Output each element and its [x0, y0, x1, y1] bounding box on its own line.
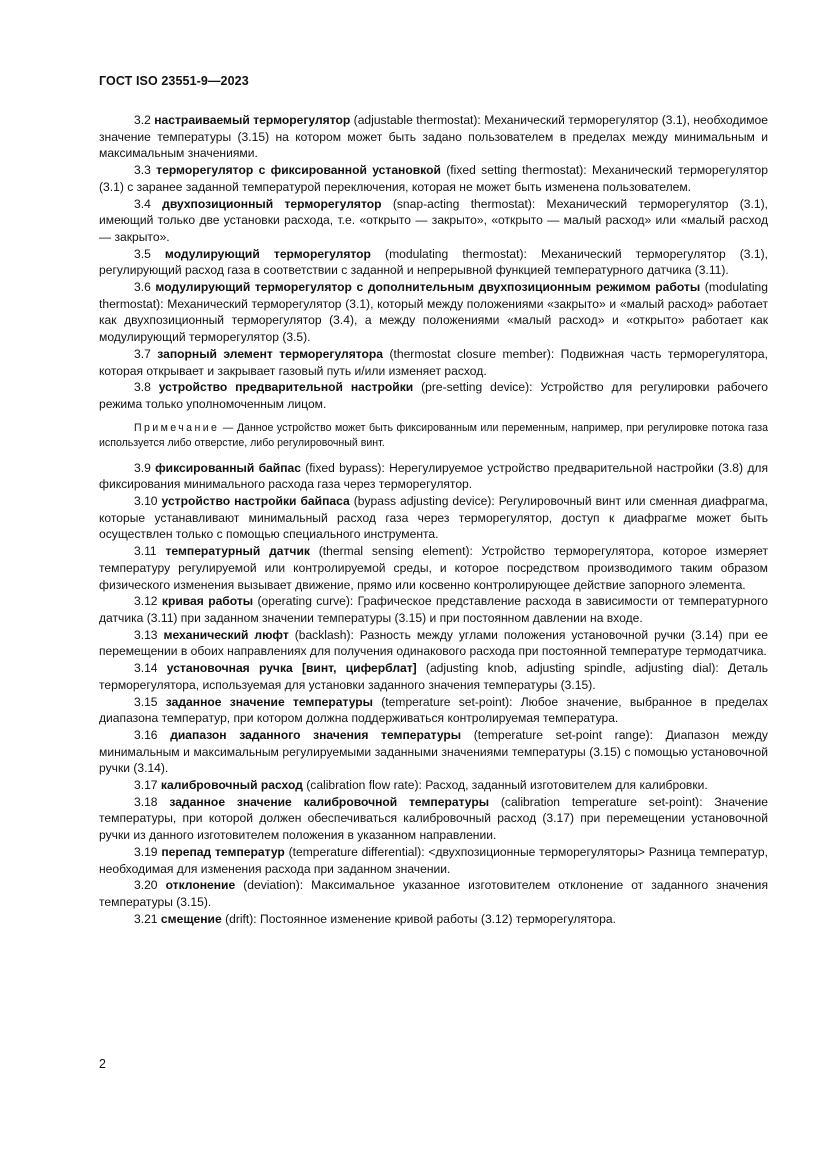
definition-entry — [99, 196, 768, 246]
definition-entry — [99, 246, 768, 279]
entry-term: отклонение — [165, 878, 236, 893]
entry-definition: (deviation): Максимальное указанное изготовителем отклонение от заданного значения температуры (3.15). — [99, 878, 768, 909]
entry-term: калибровочный расход — [160, 778, 303, 793]
entry-term: заданное значение температуры — [165, 694, 374, 709]
entry-number: 3.5 — [134, 246, 151, 261]
entry-term: температурный датчик — [165, 544, 310, 559]
entry-definition: (backlash): Разность между углами положения установочной ручки (3.14) при ее перемещении в обоих направлениях для получения одинакового расхода при постоянной температуре термодатчика. — [99, 627, 768, 659]
entry-number: 3.20 — [134, 878, 158, 893]
definition-entry — [99, 694, 768, 727]
entry-term: настраиваемый терморегулятор — [154, 113, 351, 127]
entry-term: устройство предварительной настройки — [158, 380, 414, 395]
entry-term: фиксированный байпас — [155, 460, 301, 475]
entry-definition: (modulating thermostat): Механический терморегулятор (3.1), который между положениями «закрыто» и «малый расход» работает как двухпозиционный терморегулятор (3.4), а между положениями «малый расход» и «открыто» работает как модулирующий терморегулятор (3.5). — [99, 280, 768, 345]
definition-entry — [99, 877, 768, 910]
definition-entry — [99, 543, 768, 593]
entry-term: установочная ручка [винт, циферблат] — [166, 661, 417, 676]
document-body — [99, 112, 768, 927]
entry-number: 3.3 — [134, 163, 151, 178]
entry-term: устройство настройки байпаса — [161, 494, 350, 509]
entry-term: модулирующий терморегулятор с дополнительным двухпозиционным режимом работы — [155, 280, 701, 295]
entry-number: 3.10 — [134, 494, 158, 509]
note-paragraph — [99, 421, 768, 452]
entry-definition: (adjustable thermostat): Механический терморегулятор (3.1), необходимое значение температуры (3.15) на котором может быть задано пользователем в пределах между минимальным и максимальным значениями. — [99, 113, 768, 161]
entry-number: 3.2 — [134, 113, 151, 127]
entry-definition: (operating curve): Графическое представление расхода в зависимости от температурного датчика (3.11) при заданном значении температуры (3.15) и при постоянном давлении на входе. — [99, 594, 768, 625]
entry-number: 3.17 — [134, 778, 158, 793]
definition-entry — [99, 627, 768, 660]
entry-term: механический люфт — [163, 627, 289, 642]
entry-number: 3.11 — [134, 544, 157, 559]
entry-definition: (bypass adjusting device): Регулировочный винт или сменная диафрагма, которые устанавливают минимальный расход газа через терморегулятор, доступ к диафрагме может быть осуществлен только с помощью специального инструмента. — [99, 494, 768, 542]
entry-number: 3.13 — [134, 627, 158, 642]
entry-number: 3.19 — [134, 844, 158, 859]
page-number: 2 — [99, 1057, 106, 1071]
entry-term: кривая работы — [161, 594, 254, 609]
note-label: Примечание — [134, 421, 220, 434]
entry-definition: (temperature differential): <двухпозиционные терморегуляторы> Разница температур, необходимая для изменения расхода при заданном значении. — [99, 844, 768, 876]
entry-number: 3.14 — [134, 661, 158, 676]
definitions-list-part-2 — [99, 460, 768, 928]
entry-number: 3.6 — [134, 280, 151, 295]
definition-entry — [99, 460, 768, 493]
entry-definition: (pre-setting device): Устройство для регулировки рабочего режима только уполномоченным лицом. — [99, 380, 768, 411]
definition-entry — [99, 493, 768, 543]
entry-number: 3.8 — [134, 380, 151, 395]
entry-definition: (thermal sensing element): Устройство терморегулятора, которое измеряет температуру регулируемой или контролируемой среды, и которое посредством производимого таким образом физического изменения вызывает движение, прямо или косвенно контролирующее действие запорного элемента. — [99, 544, 768, 592]
entry-definition: (calibration temperature set-point): Значение температуры, при которой должен обеспечиваться калибровочный расход (3.17) при перемещении установочной ручки из данного изготовителем положения в указанном направлении. — [99, 794, 768, 843]
entry-definition: (modulating thermostat): Механический терморегулятор (3.1), регулирующий расход газа в соответствии с заданной и непрерывной функцией температурного датчика (3.11). — [99, 246, 768, 278]
definition-entry — [99, 593, 768, 626]
entry-definition: (snap-acting thermostat): Механический терморегулятор (3.1), имеющий только две установки расхода, т.е. «открыто — закрыто», «открыто — малый расход» или «малый расход — закрыто». — [99, 196, 768, 244]
entry-definition: (fixed setting thermostat): Механический терморегулятор (3.1) с заранее заданной температурой переключения, которая не может быть изменена пользователем. — [99, 163, 768, 194]
entry-term: заданное значение калибровочной температуры — [169, 794, 490, 809]
entry-number: 3.9 — [134, 460, 151, 475]
entry-number: 3.12 — [134, 594, 158, 609]
definition-entry — [99, 112, 768, 162]
entry-term: перепад температур — [161, 844, 285, 859]
entry-number: 3.7 — [134, 346, 151, 361]
entry-term: двухпозиционный терморегулятор — [162, 196, 382, 211]
entry-term: диапазон заданного значения температуры — [170, 727, 462, 742]
definition-entry — [99, 379, 768, 412]
definition-entry — [99, 279, 768, 346]
entry-number: 3.16 — [134, 727, 158, 742]
entry-number: 3.4 — [134, 196, 151, 211]
entry-number: 3.15 — [134, 694, 158, 709]
definition-entry — [99, 844, 768, 877]
entry-term: модулирующий терморегулятор — [164, 246, 371, 261]
definition-entry — [99, 794, 768, 844]
entry-definition: (thermostat closure member): Подвижная часть терморегулятора, которая открывает и закрывает газовый путь и/или изменяет расход. — [99, 346, 768, 378]
entry-definition: (adjusting knob, adjusting spindle, adjusting dial): Деталь терморегулятора, используемая для установки заданного значения температуры (3.15). — [99, 661, 768, 692]
definition-entry — [99, 162, 768, 195]
entry-definition: (fixed bypass): Нерегулируемое устройство предварительной настройки (3.8) для фиксирования минимального расхода газа через терморегулятор. — [99, 460, 768, 492]
entry-definition: (drift): Постоянное изменение кривой работы (3.12) терморегулятора. — [221, 911, 616, 926]
definition-entry — [99, 777, 768, 794]
entry-number: 3.18 — [134, 794, 158, 809]
definitions-list-part-1 — [99, 112, 768, 413]
entry-definition: (temperature set-point range): Диапазон между минимальным и максимальным регулируемыми заданными значениями температуры (3.15) с помощью установочной ручки (3.14). — [99, 727, 768, 776]
entry-definition: (temperature set-point): Любое значение, выбранное в пределах диапазона температур, при котором должна поддерживаться контролируемая температура. — [99, 694, 768, 726]
note-text: — Данное устройство может быть фиксированным или переменным, например, при регулировке потока газа используется либо отверстие, либо регулировочный винт. — [99, 421, 768, 450]
document-header: ГОСТ ISO 23551-9—2023 — [99, 74, 249, 88]
definition-entry — [99, 346, 768, 379]
definition-entry — [99, 911, 768, 928]
entry-term: смещение — [160, 911, 222, 926]
entry-term: запорный элемент терморегулятора — [157, 346, 384, 361]
definition-entry — [99, 727, 768, 777]
entry-number: 3.21 — [134, 911, 158, 926]
entry-definition: (calibration flow rate): Расход, заданный изготовителем для калибровки. — [302, 778, 708, 793]
entry-term: терморегулятор с фиксированной установкой — [156, 163, 441, 178]
definition-entry — [99, 660, 768, 693]
